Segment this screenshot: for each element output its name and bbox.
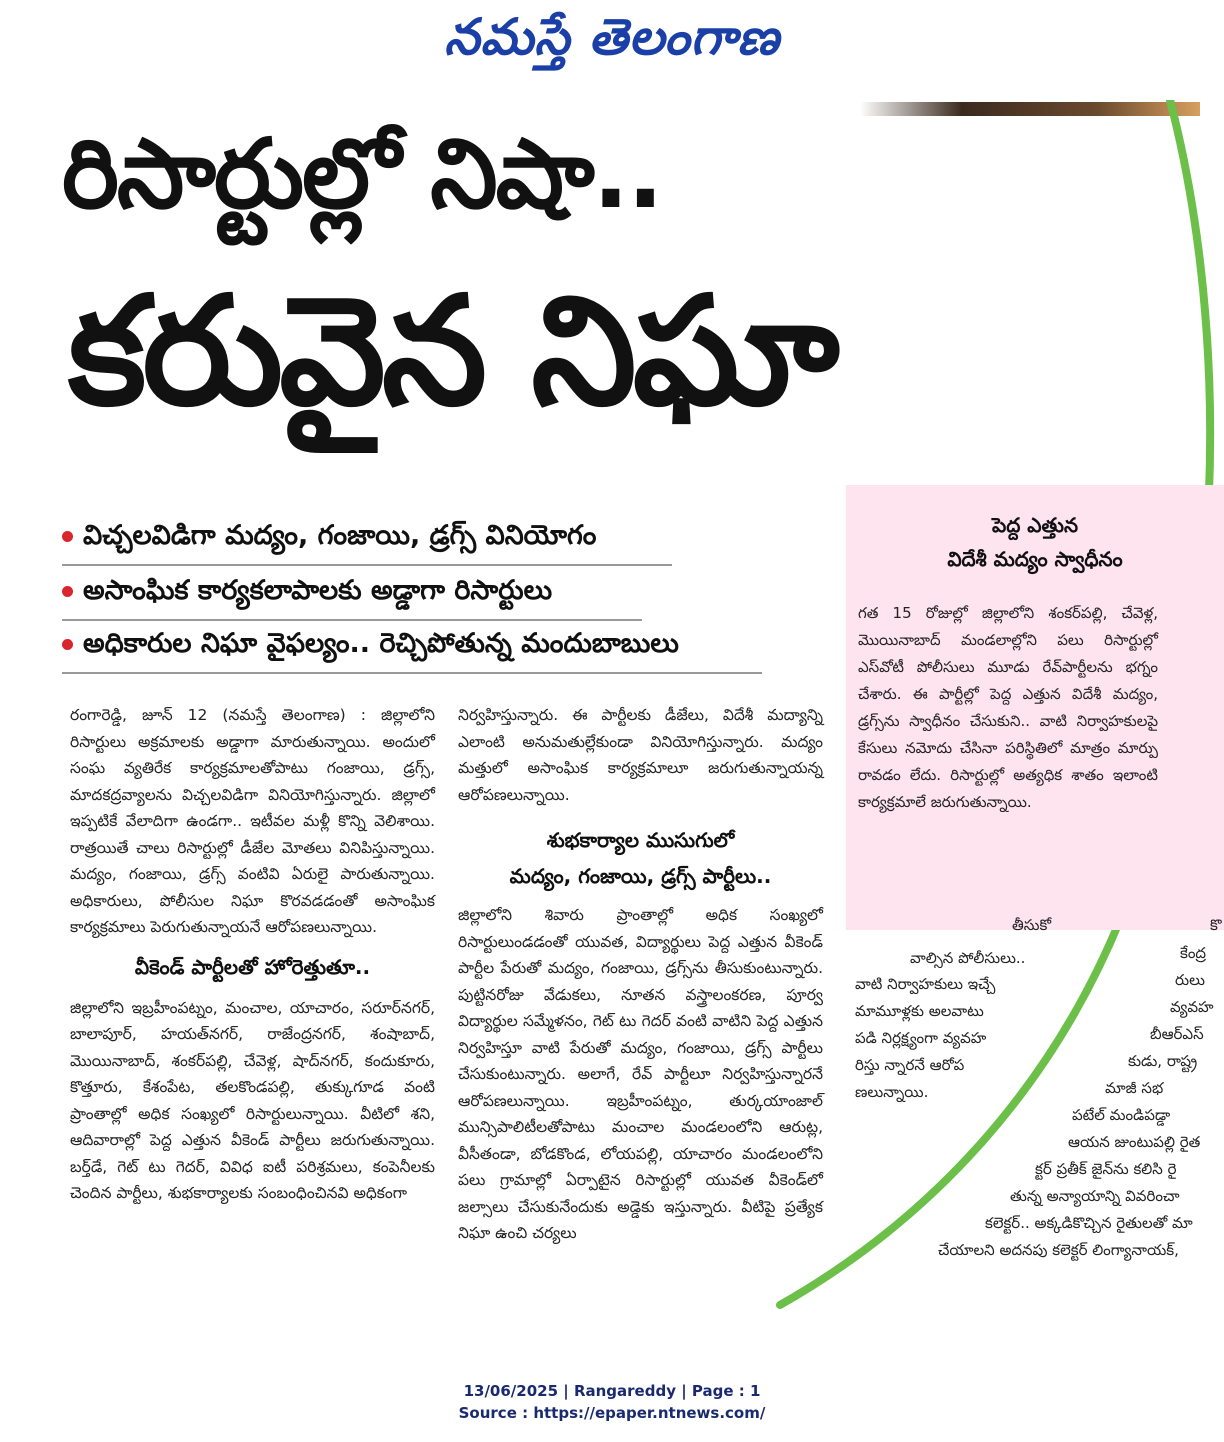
column-2-subhead-line-1: శుభకార్యాల ముసుగులో (546, 828, 735, 852)
column-1-paragraph-2: జిల్లాలోని ఇబ్రహీంపట్నం, మంచాల, యాచారం, సరూర్‌నగర్, బాలాపూర్, హయత్‌నగర్, రాజేంద్రనగర్, శంషాబాద్, మొయినాబాద్, శంకర్‌పల్లి, చేవెళ్ల, షాద్‌నగర్, కందుకూరు, కొత్తూరు, కేశంపేట, తలకొండపల్లి, తుక్కుగూడ వంటి ప్రాంతాల్లో అధిక సంఖ్యలో రిసార్టులున్నాయి. వీటిలో శని, ఆదివారాల్లో పెద్ద ఎత్తున వీకెండ్ పార్టీలు జరుగుతున్నాయి. బర్త్‌డే, గెట్ టు గెదర్, వివిధ ఐటీ పరిశ్రమలు, కంపెనీలకు చెందిన పార్టీలు, శుభకార్యాలకు సంబంధించినవి అధికంగా (70, 998, 435, 1202)
masthead-logo: నమస్తే తెలంగాణ (444, 8, 780, 66)
column-2-subhead-line-2: మద్యం, గంజాయి, డ్రగ్స్ పార్టీలు.. (509, 864, 772, 888)
column-4-line: రులు (1175, 971, 1205, 989)
footer-source-link[interactable]: Source : https://epaper.ntnews.com/ (458, 1404, 766, 1422)
column-4-line: కేంద్ర (1180, 944, 1207, 962)
column-4-line: బీఆర్ఎస్ (1150, 1025, 1204, 1043)
column-4-line: కలెక్టర్.. అక్కడికొచ్చిన రైతులతో మా (985, 1214, 1193, 1232)
column-3-line-7: ణలున్నాయి. (855, 1083, 929, 1101)
bullet-text: విచ్చలవిడిగా మద్యం, గంజాయి, డ్రగ్స్ వినియోగం (83, 520, 597, 551)
column-4-line: తున్న అన్యాయాన్ని వివరించా (1010, 1187, 1180, 1205)
column-3-line-6: రిస్తు న్నారనే ఆరోప (855, 1056, 965, 1074)
column-4-line: క్టర్ ప్రతీక్ జైన్‌ను కలిసి రై (1035, 1160, 1177, 1178)
column-1-paragraph-1: రంగారెడ్డి, జూన్ 12 (నమస్తే తెలంగాణ) : జిల్లాలోని రిసార్టులు అక్రమాలకు అడ్డాగా మారుతున్నాయి. అందులో సంఘ వ్యతిరేక కార్యక్రమాలతోపాటు గంజాయి, డ్రగ్స్, మాదకద్రవ్యాలను విచ్చలవిడిగా వినియోగిస్తున్నారు. జిల్లాలో ఇప్పటికే వేలాదిగా ఉండగా.. ఇటీవల మళ్లీ కొన్ని వెలిశాయి. రాత్రయితే చాలు రిసార్టుల్లో డీజేల మోతలు వినిపిస్తున్నాయి. మద్యం, గంజాయి, డ్రగ్స్ వంటివి ఏరులై పారుతున్నాయి. అధికారులు, పోలీసుల నిఘా కొరవడడంతో అసాంఘిక కార్యక్రమాలు పెరుగుతున్నాయనే ఆరోపణలున్నాయి. (70, 706, 435, 936)
column-4-line: ఆయన జుంటుపల్లి రైత (1068, 1133, 1201, 1151)
column-4-line: మాజీ సభ (1105, 1079, 1164, 1097)
sidebar-title-line-2: విదేశీ మద్యం స్వాధీనం (947, 547, 1123, 571)
sidebar-body: గత 15 రోజుల్లో జిల్లాలోని శంకర్‌పల్లి, చేవెళ్ల, మొయినాబాద్ మండలాల్లోని పలు రిసార్టుల్లో ఎస్‌వోటీ పోలీసులు మూడు రేవ్‌పార్టీలను భగ్నం చేశారు. ఈ పార్టీల్లో పెద్ద ఎత్తున విదేశీ మద్యం, డ్రగ్స్‌ను స్వాధీనం చేసుకుని.. వాటి నిర్వాహకులపై కేసులు నమోదు చేసినా పరిస్థితిలో మాత్రం మార్పు రావడం లేదు. రిసార్టుల్లో అత్యధిక శాతం ఇలాంటి కార్యక్రమాలే జరుగుతున్నాయి. (858, 604, 1158, 811)
sidebar-title-line-1: పెద్ద ఎత్తున (991, 513, 1079, 537)
bullet-text: అధికారుల నిఘా వైఫల్యం.. రెచ్చిపోతున్న మందుబాబులు (83, 628, 679, 659)
footer-date-page: 13/06/2025 | Rangareddy | Page : 1 (463, 1382, 761, 1400)
column-4-line: కుడు, రాష్ట్ర (1128, 1052, 1198, 1070)
column-1-subhead: వీకెండ్ పార్టీలతో హోరెత్తుతూ.. (134, 954, 371, 979)
column-4-line: చేయాలని అదనపు కలెక్టర్ లింగ్యానాయక్, (938, 1241, 1179, 1259)
headline-line-1: రిసార్టుల్లో నిషా.. (62, 118, 662, 230)
column-2-paragraph-1: నిర్వహిస్తున్నారు. ఈ పార్టీలకు డీజేలు, విదేశీ మద్యాన్ని ఎలాంటి అనుమతుల్లేకుండా వినియోగిస్తున్నారు. మద్యం మత్తులో అసాంఘిక కార్యక్రమాలూ జరుగుతున్నాయన్న ఆరోపణలున్నాయి. (458, 706, 823, 804)
headline-line-2: కరువైన నిఘా (68, 265, 836, 439)
column-3-line-4: మామూళ్లకు అలవాటు (855, 1002, 984, 1020)
column-4-line: వ్యవహ (1170, 998, 1214, 1016)
column-3-line-2: వాల్సిన పోలీసులు.. (910, 949, 1026, 967)
column-4-line: కొ (1210, 916, 1222, 934)
column-4-line: పటేల్ మండిపడ్డా (1072, 1106, 1171, 1124)
column-3-line-1: తీసుకో (1012, 916, 1052, 934)
bullet-text: అసాంఘిక కార్యకలాపాలకు అడ్డాగా రిసార్టులు (83, 575, 553, 606)
column-2-paragraph-2: జిల్లాలోని శివారు ప్రాంతాల్లో అధిక సంఖ్యలో రిసార్టులుండడంతో యువత, విద్యార్థులు పెద్ద ఎత్తున వీకెండ్ పార్టీల పేరుతో మద్యం, గంజాయి, డ్రగ్స్‌ను తీసుకుంటున్నారు. పుట్టినరోజు వేడుకలు, నూతన వస్త్రాలంకరణ, పూర్వ విద్యార్థుల సమ్మేళనం, గెట్ టు గెదర్ వంటి వాటిని పెద్ద ఎత్తున నిర్వహిస్తూ వాటి పేరుతో మద్యం, గంజాయి, డ్రగ్స్ పార్టీలు చేసుకుంటున్నారు. అలాగే, రేవ్ పార్టీలూ నిర్వహిస్తున్నారనే ఆరోపణలున్నాయి. ఇబ్రహీంపట్నం, తుర్కయాంజాల్ మున్సిపాలిటీలతోపాటు మంచాల మండలంలోని ఆరుట్ల, వీసీతండా, బోడకొండ, లోయపల్లి, యాచారం మండలంలోని పలు గ్రామాల్లో ఏర్పాటైన రిసార్టుల్లో యువత వీకెండ్‌లో జల్సాలు చేసుకునేందుకు అడ్డెకు ఇస్తున్నారు. వీటిపై ప్రత్యేక నిఘా ఉంచి చర్యలు (458, 906, 823, 1242)
column-3-line-3: వాటి నిర్వాహకులు ఇచ్చే (855, 975, 996, 993)
column-3-line-5: పడి నిర్లక్ష్యంగా వ్యవహ (855, 1029, 987, 1047)
